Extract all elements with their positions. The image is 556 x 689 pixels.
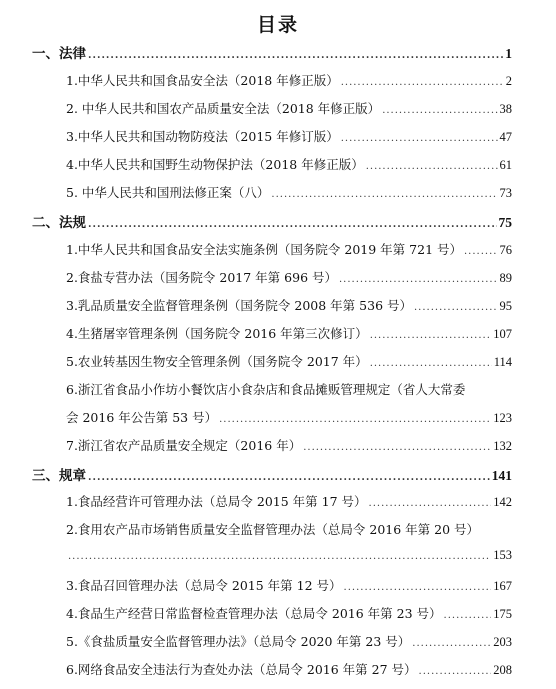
toc-page-number: 2: [505, 74, 512, 88]
toc-section-label: 二、法规: [32, 215, 86, 231]
toc-page-number: 76: [499, 243, 512, 257]
toc-section-law[interactable]: [32, 42, 512, 62]
toc-entry-label: 2.食盐专营办法（国务院令 2017 年第 696 号）: [66, 270, 337, 285]
toc-entry-label-line1[interactable]: 6.浙江省食品小作坊小餐饮店小食杂店和食品摊贩管理规定（省人大常委: [66, 382, 466, 397]
leader-dots: [370, 358, 492, 369]
leader-dots: [412, 638, 491, 649]
toc-entry[interactable]: [66, 324, 512, 342]
toc-entry[interactable]: [66, 71, 512, 89]
leader-dots: [414, 302, 498, 313]
toc-page-number: 142: [493, 495, 512, 509]
toc-page-number: 114: [493, 355, 512, 369]
toc-entry-label: 5.《食盐质量安全监督管理办法》（总局令 2020 年第 23 号）: [66, 634, 411, 649]
toc-entry[interactable]: [66, 127, 512, 145]
leader-dots: [341, 133, 498, 144]
toc-section-label: 一、法律: [32, 46, 86, 62]
toc-entry-label-line1[interactable]: 2.食用农产品市场销售质量安全监督管理办法（总局令 2016 年第 20 号）: [66, 522, 480, 537]
toc-entry[interactable]: [66, 436, 512, 454]
leader-dots: [341, 77, 504, 88]
toc-page-number: 208: [493, 663, 512, 677]
toc-entry-label: 3.乳品质量安全监督管理条例（国务院令 2008 年第 536 号）: [66, 298, 412, 313]
toc-section-regulations[interactable]: [32, 211, 512, 231]
toc-page-number: 175: [493, 607, 512, 621]
toc-entry[interactable]: [66, 99, 512, 117]
toc-entry[interactable]: [66, 183, 512, 201]
leader-dots: [88, 219, 497, 230]
toc-entry[interactable]: [66, 604, 512, 622]
toc-page-number: 73: [499, 186, 512, 200]
leader-dots: [444, 610, 492, 621]
leader-dots: [88, 472, 490, 483]
toc-entry[interactable]: [66, 155, 512, 173]
toc-entry-label: 5. 中华人民共和国刑法修正案（八）: [66, 185, 270, 200]
toc-entry-label: 会 2016 年公告第 53 号）: [66, 410, 218, 425]
leader-dots: [68, 551, 491, 562]
toc-page-number: 153: [493, 548, 512, 562]
toc-page-number: 95: [499, 299, 512, 313]
toc-entry-label: 5.农业转基因生物安全管理条例（国务院令 2017 年）: [66, 354, 368, 369]
toc-entry[interactable]: [66, 408, 512, 426]
toc-entry-label: 4.中华人民共和国野生动物保护法（2018 年修正版）: [66, 157, 364, 172]
toc-entry-label: 3.中华人民共和国动物防疫法（2015 年修订版）: [66, 129, 339, 144]
leader-dots: [271, 189, 497, 200]
toc-entry-label: 7.浙江省农产品质量安全规定（2016 年）: [66, 438, 302, 453]
leader-dots: [303, 442, 491, 453]
leader-dots: [464, 246, 498, 257]
toc-entry[interactable]: [66, 548, 512, 563]
toc-entry[interactable]: [66, 352, 512, 370]
toc-entry-label: 1.食品经营许可管理办法（总局令 2015 年第 17 号）: [66, 494, 367, 509]
toc-page-number: 75: [498, 215, 512, 230]
toc-page-number: 61: [499, 158, 512, 172]
leader-dots: [219, 414, 491, 425]
toc-page-number: 203: [493, 635, 512, 649]
leader-dots: [344, 582, 492, 593]
toc-entry-label: 3.食品召回管理办法（总局令 2015 年第 12 号）: [66, 578, 342, 593]
page-title: 目录: [256, 14, 299, 36]
leader-dots: [419, 666, 492, 677]
toc-page-number: 132: [493, 439, 512, 453]
toc-entry[interactable]: [66, 240, 512, 258]
toc-entry[interactable]: [66, 576, 512, 594]
toc-entry[interactable]: [66, 492, 512, 510]
toc-entry[interactable]: [66, 632, 512, 650]
toc-entry[interactable]: [66, 268, 512, 286]
toc-entry-label: 6.网络食品安全违法行为查处办法（总局令 2016 年第 27 号）: [66, 662, 417, 677]
toc-entry-label: 1.中华人民共和国食品安全法（2018 年修正版）: [66, 73, 339, 88]
toc-entry-label: 4.生猪屠宰管理条例（国务院令 2016 年第三次修订）: [66, 326, 368, 341]
toc-page-number: 123: [493, 411, 512, 425]
toc-section-rules[interactable]: [32, 464, 512, 484]
toc-page-number: 167: [493, 579, 512, 593]
toc-entry-label: 1.中华人民共和国食品安全法实施条例（国务院令 2019 年第 721 号）: [66, 242, 462, 257]
leader-dots: [88, 50, 503, 61]
toc-entry[interactable]: [66, 296, 512, 314]
toc-section-label: 三、规章: [32, 468, 86, 484]
toc-entry-label: 4.食品生产经营日常监督检查管理办法（总局令 2016 年第 23 号）: [66, 606, 442, 621]
toc-page-number: 38: [499, 102, 512, 116]
toc-page-number: 1: [505, 46, 512, 61]
toc-page-number: 47: [499, 130, 512, 144]
toc-page-number: 89: [499, 271, 512, 285]
leader-dots: [382, 105, 497, 116]
leader-dots: [366, 161, 498, 172]
toc-page-number: 141: [491, 468, 512, 483]
toc-page-number: 107: [493, 327, 512, 341]
toc-entry[interactable]: [66, 660, 512, 678]
leader-dots: [339, 274, 498, 285]
toc-entry-label: 2. 中华人民共和国农产品质量安全法（2018 年修正版）: [66, 101, 381, 116]
leader-dots: [369, 498, 492, 509]
leader-dots: [370, 330, 492, 341]
